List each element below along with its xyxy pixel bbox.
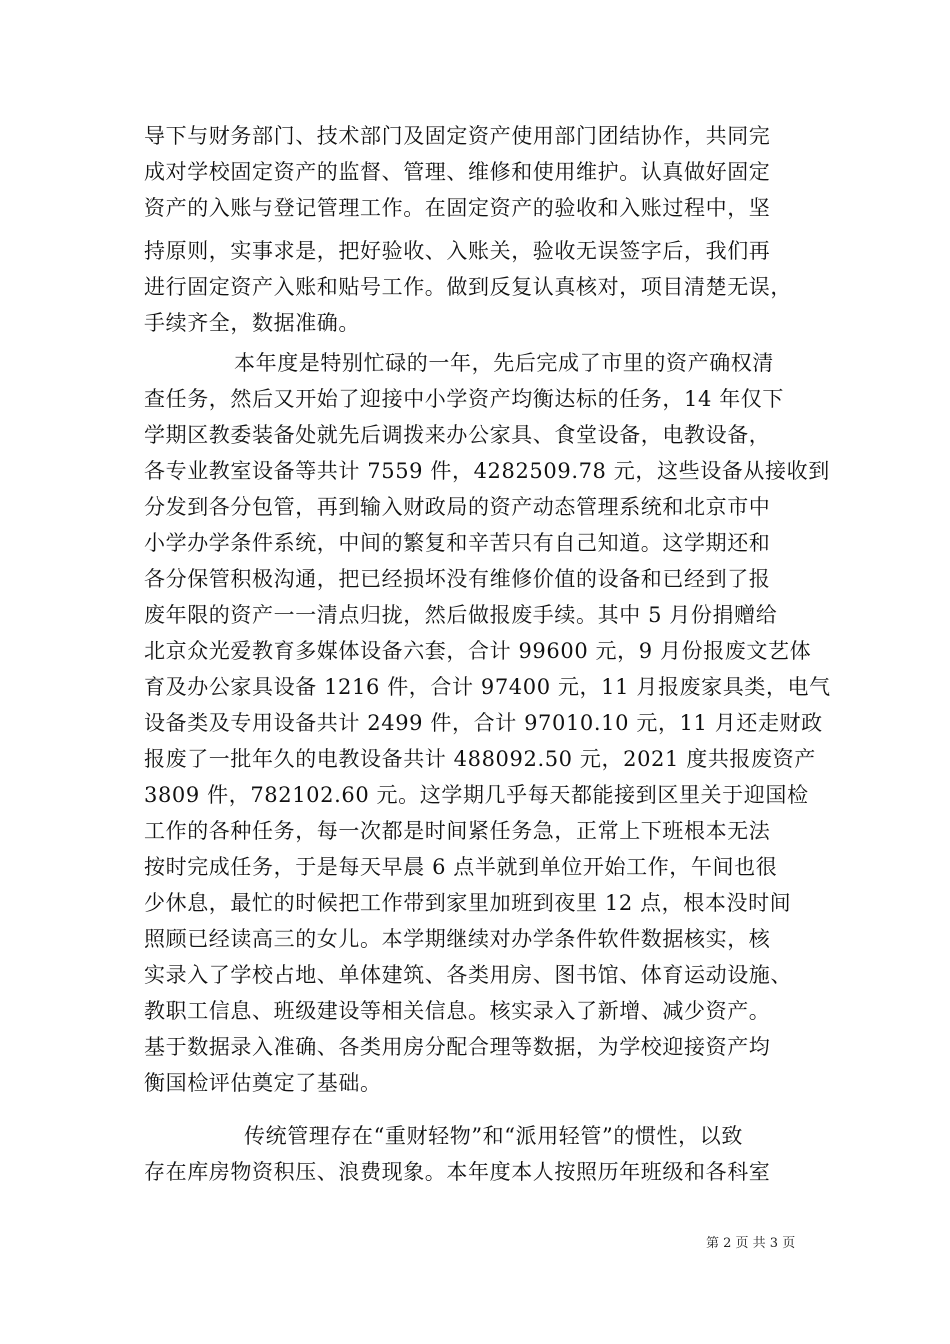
text-line: 基于数据录入准确、各类用房分配合理等数据，为学校迎接资产均 — [144, 1035, 771, 1059]
text-line: 各专业教室设备等共计 7559 件，4282509.78 元，这些设备从接收到 — [144, 459, 830, 483]
paragraph-start-line: 传统管理存在“重财轻物”和“派用轻管”的惯性，以致 — [244, 1124, 743, 1148]
text-line: 资产的入账与登记管理工作。在固定资产的验收和入账过程中，坚 — [144, 196, 771, 220]
text-line: 查任务，然后又开始了迎接中小学资产均衡达标的任务，14 年仅下 — [144, 387, 784, 411]
text-line: 废年限的资产一一清点归拢，然后做报废手续。其中 5 月份捐赠给 — [144, 603, 778, 627]
text-line: 分发到各分包管，再到输入财政局的资产动态管理系统和北京市中 — [144, 495, 771, 519]
text-line: 导下与财务部门、技术部门及固定资产使用部门团结协作，共同完 — [144, 124, 771, 148]
text-line: 小学办学条件系统，中间的繁复和辛苦只有自己知道。这学期还和 — [144, 531, 771, 555]
text-line: 衡国检评估奠定了基础。 — [144, 1071, 382, 1095]
text-line: 报废了一批年久的电教设备共计 488092.50 元，2021 度共报废资产 — [144, 747, 816, 771]
text-line: 北京众光爱教育多媒体设备六套，合计 99600 元，9 月份报废文艺体 — [144, 639, 812, 663]
text-line: 持原则，实事求是，把好验收、入账关，验收无误签字后，我们再 — [144, 239, 771, 263]
text-line: 3809 件，782102.60 元。这学期几乎每天都能接到区里关于迎国检 — [144, 783, 809, 807]
text-line: 学期区教委装备处就先后调拨来办公家具、食堂设备，电教设备， — [144, 423, 771, 447]
text-line: 少休息，最忙的时候把工作带到家里加班到夜里 12 点，根本没时间 — [144, 891, 792, 915]
text-line: 照顾已经读高三的女儿。本学期继续对办学条件软件数据核实，核 — [144, 927, 771, 951]
text-line: 进行固定资产入账和贴号工作。做到反复认真核对，项目清楚无误， — [144, 275, 792, 299]
text-line: 成对学校固定资产的监督、管理、维修和使用维护。认真做好固定 — [144, 160, 771, 184]
text-line: 教职工信息、班级建设等相关信息。核实录入了新增、减少资产。 — [144, 999, 771, 1023]
text-line: 各分保管积极沟通，把已经损坏没有维修价值的设备和已经到了报 — [144, 567, 771, 591]
text-line: 手续齐全，数据准确。 — [144, 311, 360, 335]
text-line: 设备类及专用设备共计 2499 件，合计 97010.10 元，11 月还走财政 — [144, 711, 823, 735]
page-number-footer: 第 2 页 共 3 页 — [706, 1236, 796, 1251]
text-line: 存在库房物资积压、浪费现象。本年度本人按照历年班级和各科室 — [144, 1160, 771, 1184]
text-line: 工作的各种任务，每一次都是时间紧任务急，正常上下班根本无法 — [144, 819, 771, 843]
paragraph-start-line: 本年度是特别忙碌的一年，先后完成了市里的资产确权清 — [234, 351, 774, 375]
text-line: 按时完成任务，于是每天早晨 6 点半就到单位开始工作，午间也很 — [144, 855, 778, 879]
text-line: 实录入了学校占地、单体建筑、各类用房、图书馆、体育运动设施、 — [144, 963, 792, 987]
text-line: 育及办公家具设备 1216 件，合计 97400 元，11 月报废家具类，电气 — [144, 675, 831, 699]
